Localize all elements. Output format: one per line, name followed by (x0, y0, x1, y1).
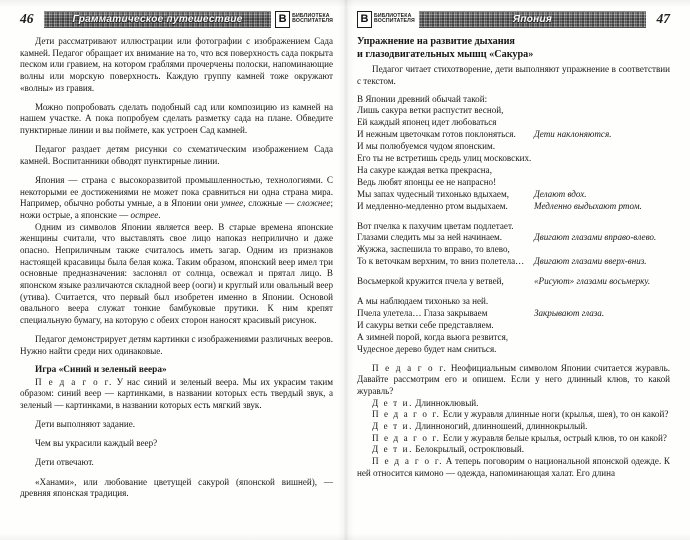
dialog-text: Если у журавля длинные ноги (крылья, шея), то он какой? (440, 409, 669, 420)
dialog-block (357, 363, 670, 480)
verse-text: И мы полюбуемся чудом японским. (357, 141, 495, 152)
dialog-line (357, 363, 670, 398)
verse-line (357, 296, 670, 308)
japan-text-pre: Япония — страна с высокоразвитой промышленностью, технологиями. С некоторыми ее достижениями не может пока сравниться ни одна страна мира. Например, обычно роботы умные, а в Японии они (20, 175, 333, 209)
stage-direction: Медленно выдыхают ртом. (534, 200, 642, 211)
paragraph: Чем вы украсили каждый веер? (35, 438, 158, 449)
speaker-label: П е д а г о г. (372, 432, 441, 443)
verse-line (357, 94, 670, 106)
dialog-text: А теперь поговорим о национальной японской одежде. К ней относится кимоно — одежда, напоминающая халат. Его длина (357, 455, 671, 478)
publisher-logo-line2: ВОСПИТАТЕЛЯ (374, 18, 415, 24)
verse-text: Лишь сакура ветки распустит весной, (357, 105, 504, 116)
stage-direction: Делают вдох. (534, 188, 587, 199)
verse-text: Вот пчелка к пахучим цветам подлетает. (357, 220, 514, 231)
verse-text: Чудесное дерево будет нам сниться. (357, 343, 497, 354)
verse-text: А мы наблюдаем тихонько за ней. (357, 296, 489, 307)
verse-text: На сакуре каждая ветка прекрасна, (357, 164, 492, 175)
exercise-title-line1: Упражнение на развитие дыхания (357, 36, 515, 47)
verse-line (357, 129, 670, 141)
game-instruction-text: У нас синий и зеленый веера. Мы их украсим таким образом: синий веер — картинками, в названии которых есть твердый звук, а зеленый — картинками, в названии которых есть мягкий звук. (20, 376, 334, 411)
paragraph: Педагог раздает детям рисунки со схематическим изображением Сада камней. Воспитанники обводят пунктирные линии. (20, 144, 333, 166)
dialog-line (357, 444, 670, 456)
publisher-logo (275, 11, 333, 28)
right-running-title-band (419, 11, 646, 28)
verse-line (357, 276, 670, 288)
japan-text-mid1: , сложные — (243, 198, 297, 209)
publisher-logo-text (374, 14, 415, 25)
dialog-line (357, 421, 670, 433)
verse-line (357, 201, 670, 213)
verse-line (357, 221, 670, 233)
right-page-body (357, 36, 670, 479)
verse-text: Восьмеркой кружится пчела у ветвей, (357, 276, 504, 287)
exercise-intro: Педагог читает стихотворение, дети выполняют упражнение в соответствии с текстом. (357, 64, 670, 86)
game-instruction (20, 377, 333, 412)
japan-paragraph (20, 175, 333, 222)
publisher-logo-line1: БИБЛИОТЕКА (374, 12, 412, 19)
poem-sakura (357, 94, 670, 356)
japan-text-mid2: ; ножи острые, а японские — (20, 198, 333, 221)
verse-text: Глазами следить мы за ней начинаем. (357, 232, 503, 243)
verse-line (357, 308, 670, 320)
publisher-logo-mark: В (357, 11, 372, 28)
demo-paragraph: Педагог демонстрирует детям картинки с изображениями различных вееров. Нужно найти среди них одинаковые. (20, 334, 333, 356)
stage-direction: Закрывают глаза. (534, 308, 605, 318)
verse-text: Пчела улетела… Глаза закрываем (357, 308, 488, 318)
dialog-text: Длинноногий, длинношеий, длиннокрылый. (412, 420, 588, 431)
paragraph: Дети рассматривают иллюстрации или фотографии с изображением Сада камней. Педагог обращает их внимание на то, что вся поверхность сада покрыта песком или гравием, на котором граблями прочерчены полоски, напоминающие волны или морскую поверхность. Каждую группу камней тоже окружают «волны» из гравия. (20, 36, 333, 93)
stage-direction: «Рисуют» глазами восьмерку. (534, 276, 651, 287)
dialog-line (357, 456, 670, 479)
verse-line (357, 320, 670, 332)
verse-text: И медленно-медленно ртом выдыхаем. (357, 200, 508, 211)
verse-stanza-break (357, 268, 670, 276)
verse-line (357, 244, 670, 256)
verse-stanza-break (357, 213, 670, 221)
dialog-line (357, 433, 670, 445)
verse-line (357, 105, 670, 117)
left-running-head (20, 9, 333, 29)
right-page (345, 0, 690, 540)
right-running-title: Япония (512, 13, 553, 25)
publisher-logo-line2: ВОСПИТАТЕЛЯ (292, 18, 333, 24)
emphasis-slozhnee: сложнее (296, 198, 331, 209)
left-running-title-band (44, 11, 271, 28)
verse-text: Его ты не встретишь средь улиц московских. (357, 153, 532, 164)
verse-text: То к веточкам верхним, то вниз полетела… (357, 256, 525, 267)
right-page-number: 47 (656, 11, 670, 26)
right-running-head (357, 9, 670, 29)
stage-direction: Двигают глазами вправо-влево. (534, 232, 657, 243)
publisher-logo-text (292, 14, 333, 25)
verse-text: И нежным цветочкам готов поклоняться. (357, 129, 516, 140)
dialog-line (357, 398, 670, 410)
verse-line (357, 141, 670, 153)
paragraph: Дети отвечают. (35, 457, 94, 468)
publisher-logo (357, 11, 415, 28)
speaker-label: Д е т и. (372, 444, 413, 455)
verse-text: А зимней порой, когда вьюга резвится, (357, 331, 509, 342)
verse-line (357, 232, 670, 244)
verse-text: Жужжа, заспешила то вправо, то влево, (357, 244, 510, 255)
speaker-label: П е д а г о г. (372, 362, 448, 373)
verse-line (357, 256, 670, 268)
exercise-title (357, 36, 670, 61)
speaker-label: П е д а г о г. (372, 409, 441, 420)
emphasis-ostree: острее (130, 210, 159, 221)
dialog-text: Неофициальным символом Японии считается журавль. Давайте рассмотрим его и опишем. Если у него длинный клюв, то какой журавль? (357, 362, 671, 396)
dialog-text: Белокрылый, остроклювый. (412, 444, 525, 455)
publisher-logo-mark: В (275, 11, 290, 28)
exercise-title-line2: и глазодвигательных мышц «Сакура» (357, 48, 534, 60)
speaker-label: Д е т и. (372, 397, 413, 408)
verse-line (357, 117, 670, 129)
verse-stanza-break (357, 288, 670, 296)
dialog-text: Длинноклювый. (412, 397, 479, 408)
verse-line (357, 344, 670, 356)
stage-direction: Двигают глазами вверх-вниз. (534, 256, 647, 267)
speaker-label: П е д а г о г. (35, 376, 113, 387)
verse-text: Мы запах чудесный тихонько вдыхаем, (357, 188, 509, 199)
verse-line (357, 177, 670, 189)
speaker-label: П е д а г о г. (372, 455, 444, 466)
fan-paragraph: Одним из символов Японии является веер. В старые времена японские женщины считали, что выставлять свое лицо напоказ неприлично и даже опасно. Неприличным также считалось иметь загар. Одним из признаков настоящей красавицы была белая кожа. Таким образом, японский веер имел три основные предназначения: заслонял от солнца, освежал и прятал лицо. В японском языке различаются складной веер (ооги) и круглый или овальный веер (утива). Считается, что первый был изобретен именно в Японии. Основой овального веера служат тонкие бамбуковые прутики. К ним крепят специальную бумагу, на которую с обеих сторон наносят красивый рисунок. (20, 221, 333, 325)
verse-text: Ей каждый японец идет любоваться (357, 117, 497, 128)
verse-text: Ведь любят японцы ее не напрасно! (357, 176, 497, 187)
dialog-line (357, 409, 670, 421)
verse-text: В Японии древний обычай такой: (357, 93, 488, 104)
speaker-label: Д е т и. (372, 420, 413, 431)
left-page-body (20, 36, 333, 500)
paragraph: «Ханами», или любование цветущей сакурой (японской вишней), — древняя японская традиция. (20, 476, 333, 499)
left-running-title: Грамматическое путешествие (72, 13, 243, 25)
emphasis-umnee: умнее (220, 198, 244, 209)
verse-line (357, 165, 670, 177)
verse-line (357, 332, 670, 344)
publisher-logo-line1: БИБЛИОТЕКА (292, 12, 330, 19)
stage-direction: Дети наклоняются. (534, 129, 612, 140)
japan-text-post: . (158, 210, 161, 221)
paragraph: Дети выполняют задание. (35, 419, 136, 430)
paragraph: Можно попробовать сделать подобный сад или композицию из камней на нашем участке. А пока попробуем сделать разметку сада на плане. Обведите пунктирные линии и вы поймете, как устроен Сад камней. (20, 101, 333, 136)
verse-text: И сакуры ветки себе представляем. (357, 319, 494, 330)
dialog-text: Если у журавля белые крылья, острый клюв, то он какой? (440, 432, 667, 443)
game-title: Игра «Синий и зеленый веера» (35, 364, 167, 375)
verse-line (357, 189, 670, 201)
left-page-number: 46 (20, 11, 34, 26)
verse-line (357, 153, 670, 165)
